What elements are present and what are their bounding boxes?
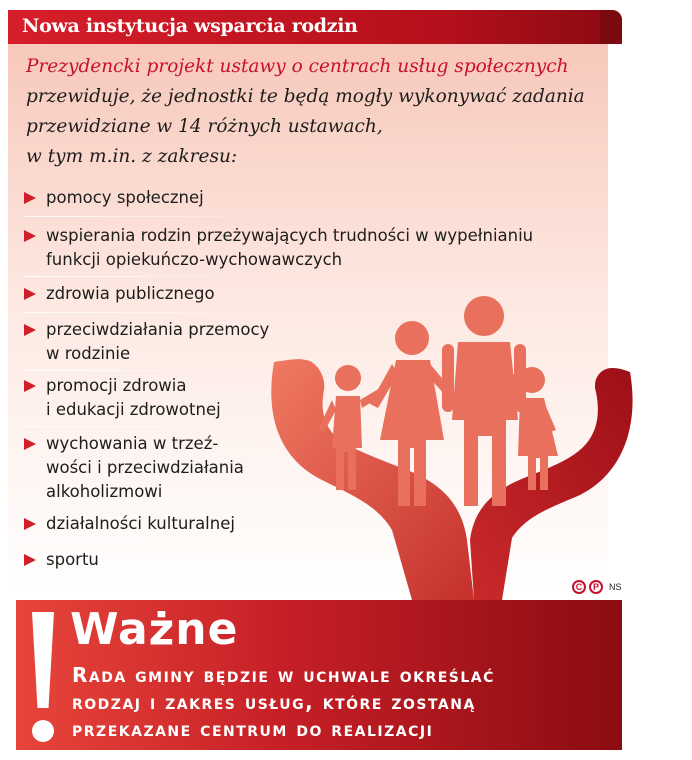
- list-item-text: i edukacji zdrowotnej: [46, 400, 221, 419]
- important-text: [72, 662, 612, 743]
- agency-credit: NS: [609, 582, 622, 592]
- list-item-text: sportu: [46, 550, 99, 569]
- copyright-marks: [572, 580, 622, 594]
- divider: [24, 426, 284, 427]
- divider: [24, 312, 284, 313]
- bullet-arrow-icon: [24, 438, 36, 450]
- bullet-arrow-icon: [24, 192, 36, 204]
- divider: [24, 216, 284, 217]
- header-ribbon-fold: [600, 10, 622, 44]
- intro-line: przewidziane w 14 różnych ustawach,: [26, 116, 383, 137]
- list-item-text: zdrowia publicznego: [46, 284, 215, 303]
- important-line: przekazane centrum do realizacji: [72, 717, 434, 741]
- family-in-hands-icon: [262, 280, 642, 600]
- intro-lead: Prezydencki projekt ustawy o centrach usług społecznych: [26, 56, 569, 77]
- list-item-text: promocji zdrowia: [46, 376, 187, 395]
- divider: [24, 276, 284, 277]
- bullet-arrow-icon: [24, 288, 36, 300]
- list-item: [24, 374, 221, 422]
- divider: [24, 370, 284, 371]
- list-item-text: w rodzinie: [46, 344, 131, 363]
- copyright-icon: C: [572, 580, 586, 594]
- list-item: [24, 186, 204, 210]
- divider: [24, 542, 284, 543]
- list-item-text: funkcji opiekuńczo-wychowawczych: [46, 250, 343, 269]
- press-icon: P: [589, 580, 603, 594]
- list-item-text: działalności kulturalnej: [46, 514, 235, 533]
- important-line: rodzaj i zakres usług, które zostaną: [72, 690, 476, 714]
- list-item-text: wości i przeciwdziałania: [46, 458, 244, 477]
- list-item-text: pomocy społecznej: [46, 188, 204, 207]
- list-item: [24, 432, 244, 504]
- important-line: Rada gminy będzie w uchwale określać: [72, 663, 495, 687]
- exclamation-dot-icon: [32, 720, 54, 742]
- bullet-arrow-icon: [24, 324, 36, 336]
- family-figures: [318, 296, 558, 506]
- list-item: [24, 224, 533, 272]
- bullet-arrow-icon: [24, 518, 36, 530]
- list-item-text: wspierania rodzin przeżywających trudności w wypełnianiu: [46, 226, 534, 245]
- list-item: [24, 548, 99, 572]
- bullet-arrow-icon: [24, 380, 36, 392]
- bullet-arrow-icon: [24, 554, 36, 566]
- list-item-text: wychowania w trzeź-: [46, 434, 219, 453]
- page-title: Nowa instytucja wsparcia rodzin: [22, 15, 358, 37]
- list-item: [24, 318, 269, 366]
- intro-line: przewiduje, że jednostki te będą mogły wykonywać zadania: [26, 86, 585, 107]
- intro-text: [26, 52, 606, 172]
- list-item: [24, 282, 215, 306]
- bullet-arrow-icon: [24, 230, 36, 242]
- intro-line: w tym m.in. z zakresu:: [26, 146, 238, 167]
- important-title: Ważne: [70, 604, 239, 655]
- list-item-text: przeciwdziałania przemocy: [46, 320, 270, 339]
- list-item-text: alkoholizmowi: [46, 482, 163, 501]
- divider: [24, 508, 284, 509]
- list-item: [24, 512, 235, 536]
